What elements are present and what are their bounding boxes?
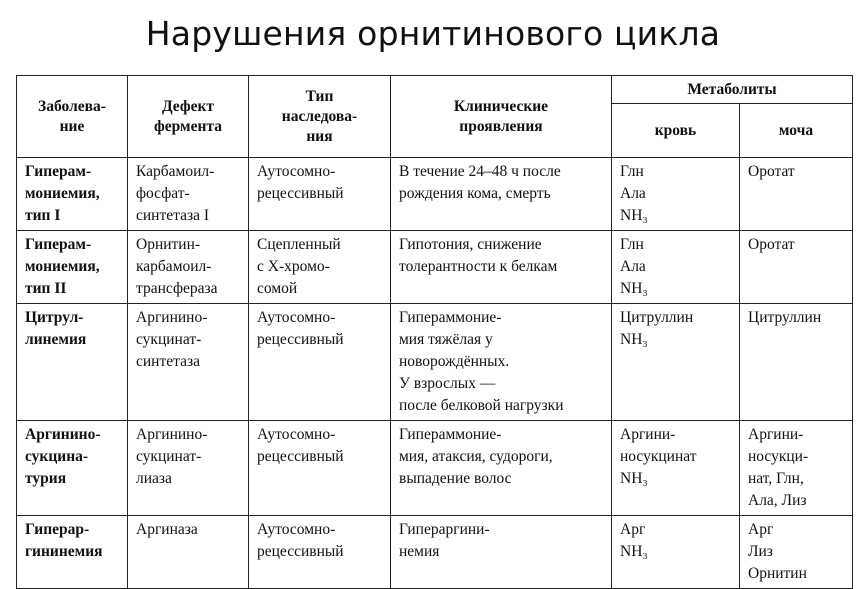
cell-line: Аргиназа xyxy=(136,521,198,538)
cell-line: NH₃ xyxy=(620,331,648,348)
cell-line: мониемия, xyxy=(25,185,100,202)
cell-line: Орнитин- xyxy=(136,236,201,253)
cell-line: фосфат- xyxy=(136,185,190,202)
cell-line: тип II xyxy=(25,280,67,297)
cell-blood xyxy=(612,304,740,421)
cell-disease xyxy=(17,304,128,421)
cell-line: Гиперар- xyxy=(25,521,90,538)
table-row xyxy=(17,304,853,421)
cell-defect xyxy=(128,158,249,231)
cell-line: NH₃ xyxy=(620,207,648,224)
cell-line: Аутосомно- xyxy=(257,309,336,326)
cell-line: Гипотония, снижение xyxy=(399,236,542,253)
cell-line: Аргини- xyxy=(748,426,804,443)
cell-line: NH₃ xyxy=(620,280,648,297)
cell-line: Аутосомно- xyxy=(257,521,336,538)
header-disease: Заболева- ние xyxy=(17,76,128,158)
cell-line: сукцинат- xyxy=(136,448,202,465)
cell-inheritance xyxy=(249,421,391,516)
header-urine: моча xyxy=(740,104,853,158)
cell-line: Гипераммоние- xyxy=(399,309,502,326)
cell-line: Гиперам- xyxy=(25,236,92,253)
cell-line: Лиз xyxy=(748,543,773,560)
cell-urine xyxy=(740,231,853,304)
cell-line: Цитрул- xyxy=(25,309,84,326)
cell-line: Гипераргини- xyxy=(399,521,490,538)
cell-line: рецессивный xyxy=(257,185,344,202)
cell-line: Орнитин xyxy=(748,565,807,582)
cell-line: толерантности к белкам xyxy=(399,258,558,275)
cell-line: NH₃ xyxy=(620,543,648,560)
table-row xyxy=(17,421,853,516)
cell-disease xyxy=(17,158,128,231)
cell-disease xyxy=(17,421,128,516)
cell-clinical xyxy=(391,158,612,231)
header-blood: кровь xyxy=(612,104,740,158)
cell-clinical xyxy=(391,304,612,421)
cell-blood xyxy=(612,158,740,231)
cell-line: лиаза xyxy=(136,470,172,487)
cell-line: В течение 24–48 ч после xyxy=(399,163,561,180)
cell-clinical xyxy=(391,421,612,516)
cell-line: линемия xyxy=(25,331,87,348)
cell-line: Оротат xyxy=(748,236,795,253)
cell-line: мониемия, xyxy=(25,258,100,275)
cell-line: Аргинино- xyxy=(136,426,208,443)
cell-line: Оротат xyxy=(748,163,795,180)
cell-line: Аргинино- xyxy=(25,426,101,443)
cell-line: карбамоил- xyxy=(136,258,212,275)
cell-line: нат, Глн, xyxy=(748,470,804,487)
cell-line: Цитруллин xyxy=(620,309,694,326)
cell-line: сукцинат- xyxy=(136,331,202,348)
cell-clinical xyxy=(391,231,612,304)
cell-line: Сцепленный xyxy=(257,236,341,253)
cell-inheritance xyxy=(249,158,391,231)
header-clinical: Клинические проявления xyxy=(391,76,612,158)
cell-blood xyxy=(612,231,740,304)
cell-urine xyxy=(740,421,853,516)
cell-defect xyxy=(128,231,249,304)
cell-line: выпадение волос xyxy=(399,470,512,487)
cell-line: Гипераммоние- xyxy=(399,426,502,443)
cell-line: синтетаза xyxy=(136,353,200,370)
cell-line: Гиперам- xyxy=(25,163,92,180)
cell-line: носукци- xyxy=(748,448,809,465)
cell-line: Аргинино- xyxy=(136,309,208,326)
cell-line: тип I xyxy=(25,207,61,224)
cell-line: Ала, Лиз xyxy=(748,492,807,509)
cell-line: У взрослых — xyxy=(399,375,496,392)
cell-line: немия xyxy=(399,543,440,560)
cell-line: Ала xyxy=(620,185,646,202)
ornithine-cycle-table xyxy=(16,75,853,589)
cell-line: новорождённых. xyxy=(399,353,510,370)
cell-line: рождения кома, смерть xyxy=(399,185,551,202)
table-row xyxy=(17,158,853,231)
header-defect: Дефект фермента xyxy=(128,76,249,158)
cell-disease xyxy=(17,231,128,304)
cell-line: турия xyxy=(25,470,67,487)
cell-urine xyxy=(740,304,853,421)
cell-line: рецессивный xyxy=(257,543,344,560)
cell-line: гининемия xyxy=(25,543,103,560)
cell-line: носукцинат xyxy=(620,448,697,465)
cell-line: с Х-хромо- xyxy=(257,258,330,275)
cell-line: Арг xyxy=(620,521,646,538)
cell-line: Глн xyxy=(620,163,644,180)
cell-line: Карбамоил- xyxy=(136,163,215,180)
cell-line: рецессивный xyxy=(257,448,344,465)
cell-line: после белковой нагрузки xyxy=(399,397,564,414)
cell-line: Аргини- xyxy=(620,426,676,443)
cell-defect xyxy=(128,421,249,516)
cell-line: Аутосомно- xyxy=(257,426,336,443)
table-row xyxy=(17,231,853,304)
cell-defect xyxy=(128,304,249,421)
cell-line: мия тяжёлая у xyxy=(399,331,493,348)
header-inheritance: Тип наследова- ния xyxy=(249,76,391,158)
cell-line: NH₃ xyxy=(620,470,648,487)
cell-inheritance xyxy=(249,231,391,304)
cell-inheritance xyxy=(249,304,391,421)
cell-line: мия, атаксия, судороги, xyxy=(399,448,553,465)
cell-line: Ала xyxy=(620,258,646,275)
cell-line: трансфераза xyxy=(136,280,218,297)
cell-line: синтетаза I xyxy=(136,207,210,224)
cell-line: сомой xyxy=(257,280,298,297)
header-metabolites: Метаболиты xyxy=(612,76,853,104)
cell-line: Глн xyxy=(620,236,644,253)
cell-urine xyxy=(740,158,853,231)
cell-line: рецессивный xyxy=(257,331,344,348)
cell-line: сукцина- xyxy=(25,448,89,465)
page-title: Нарушения орнитинового цикла xyxy=(145,14,721,53)
cell-line: Арг xyxy=(748,521,774,538)
cell-line: Цитруллин xyxy=(748,309,822,326)
cell-line: Аутосомно- xyxy=(257,163,336,180)
cell-blood xyxy=(612,421,740,516)
